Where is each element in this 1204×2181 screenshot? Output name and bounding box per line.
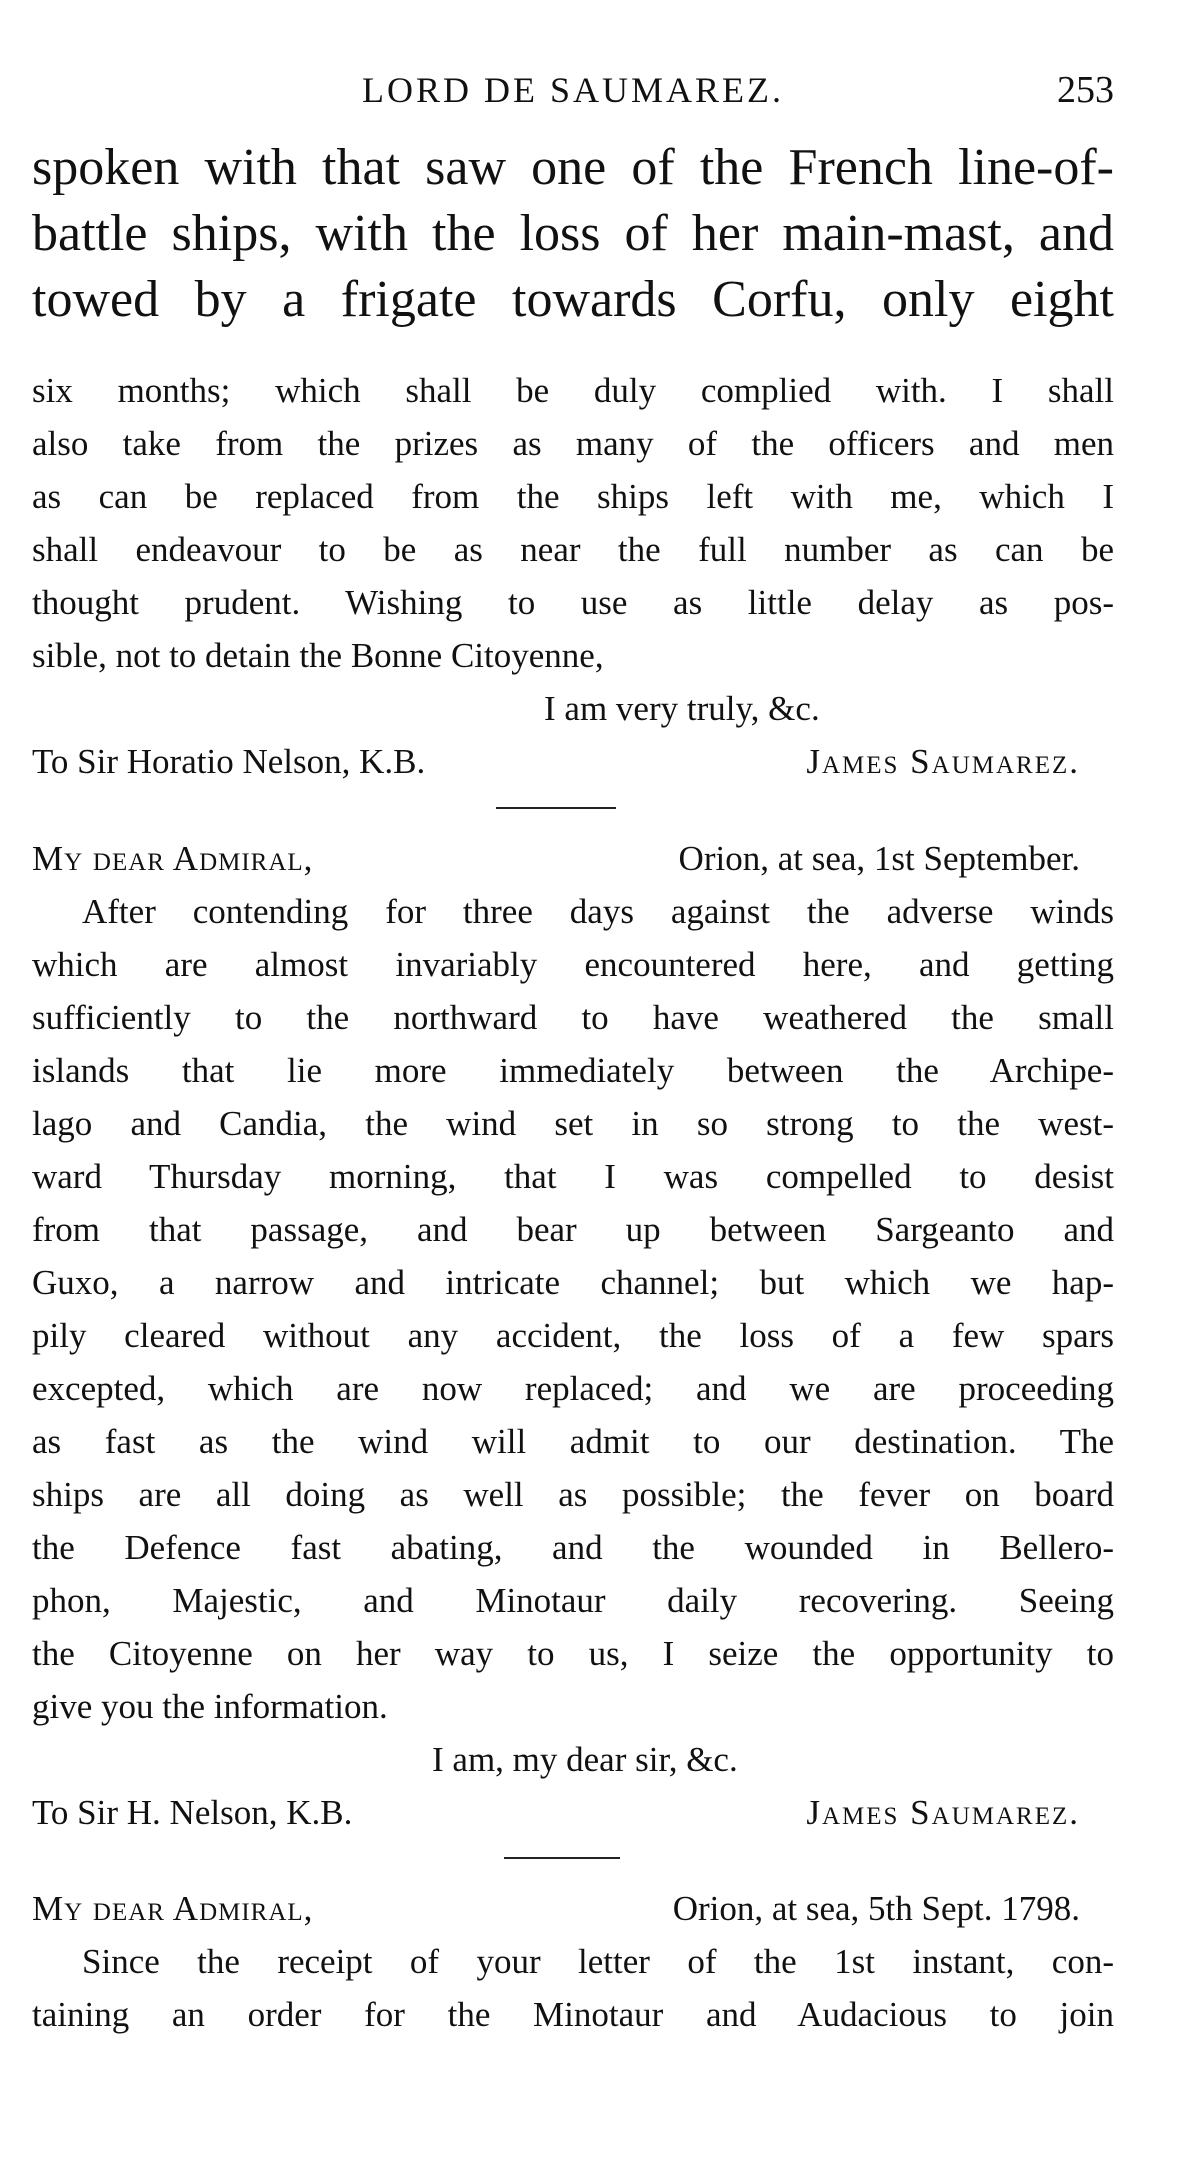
letter-1 <box>32 364 1114 788</box>
salutation: My dear Admiral, <box>32 1889 314 1928</box>
salutation: My dear Admiral, <box>32 839 314 878</box>
body-line: six months; which shall be duly complied with. I shall <box>32 371 1114 410</box>
large-print-fragment <box>32 135 1114 333</box>
body-line: from that passage, and bear up between Sargeanto and <box>32 1210 1114 1249</box>
body-line: Guxo, a narrow and intricate channel; but which we hap- <box>32 1263 1114 1302</box>
body-line: as fast as the wind will admit to our destination. The <box>32 1422 1114 1461</box>
body-line: pily cleared without any accident, the loss of a few spars <box>32 1316 1114 1355</box>
body-line: ward Thursday morning, that I was compelled to desist <box>32 1157 1114 1196</box>
addressee: To Sir H. Nelson, K.B. <box>32 1793 353 1832</box>
body-line: taining an order for the Minotaur and Audacious to join <box>32 1995 1114 2034</box>
running-title: LORD DE SAUMAREZ. <box>361 70 784 110</box>
section-divider <box>504 1857 620 1859</box>
letter-heading <box>32 1882 1114 1935</box>
page-number: 253 <box>1057 69 1114 111</box>
body-line: shall endeavour to be as near the full number as can be <box>32 530 1114 569</box>
body-line: also take from the prizes as many of the officers and men <box>32 424 1114 463</box>
large-line: spoken with that saw one of the French line-of- <box>32 139 1114 196</box>
body-line: sible, not to detain the Bonne Citoyenne, <box>32 636 604 675</box>
body-line: islands that lie more immediately between the Archipe- <box>32 1051 1114 1090</box>
body-line: as can be replaced from the ships left with me, which I <box>32 477 1114 516</box>
letter-closing: I am, my dear sir, &c. <box>432 1740 738 1779</box>
body-line: give you the information. <box>32 1687 388 1726</box>
letter-heading <box>32 832 1114 885</box>
body-line: excepted, which are now replaced; and we are proceeding <box>32 1369 1114 1408</box>
body-line: After contending for three days against the adverse winds <box>82 892 1114 931</box>
body-line: phon, Majestic, and Minotaur daily recovering. Seeing <box>32 1581 1114 1620</box>
page-header <box>32 60 1114 120</box>
body-line: sufficiently to the northward to have weathered the small <box>32 998 1114 1037</box>
dateline: Orion, at sea, 1st September. <box>678 839 1080 878</box>
signature: James Saumarez. <box>806 1793 1080 1832</box>
body-line: lago and Candia, the wind set in so strong to the west- <box>32 1104 1114 1143</box>
signature-row <box>32 1786 1114 1839</box>
section-divider <box>496 807 616 809</box>
signature: James Saumarez. <box>806 742 1080 781</box>
body-line: which are almost invariably encountered here, and getting <box>32 945 1114 984</box>
addressee: To Sir Horatio Nelson, K.B. <box>32 742 426 781</box>
dateline: Orion, at sea, 5th Sept. 1798. <box>672 1889 1080 1928</box>
body-line: thought prudent. Wishing to use as little delay as pos- <box>32 583 1114 622</box>
letter-3 <box>32 1882 1114 2041</box>
body-line: the Citoyenne on her way to us, I seize the opportunity to <box>32 1634 1114 1673</box>
large-line: towed by a frigate towards Corfu, only eight <box>32 271 1114 328</box>
letter-2 <box>32 832 1114 1839</box>
body-line: ships are all doing as well as possible; the fever on board <box>32 1475 1114 1514</box>
body-line: the Defence fast abating, and the wounded in Bellero- <box>32 1528 1114 1567</box>
large-line: battle ships, with the loss of her main-mast, and <box>32 205 1114 262</box>
signature-row <box>32 735 1114 788</box>
letter-closing: I am very truly, &c. <box>544 689 820 728</box>
body-line: Since the receipt of your letter of the 1st instant, con- <box>82 1942 1114 1981</box>
